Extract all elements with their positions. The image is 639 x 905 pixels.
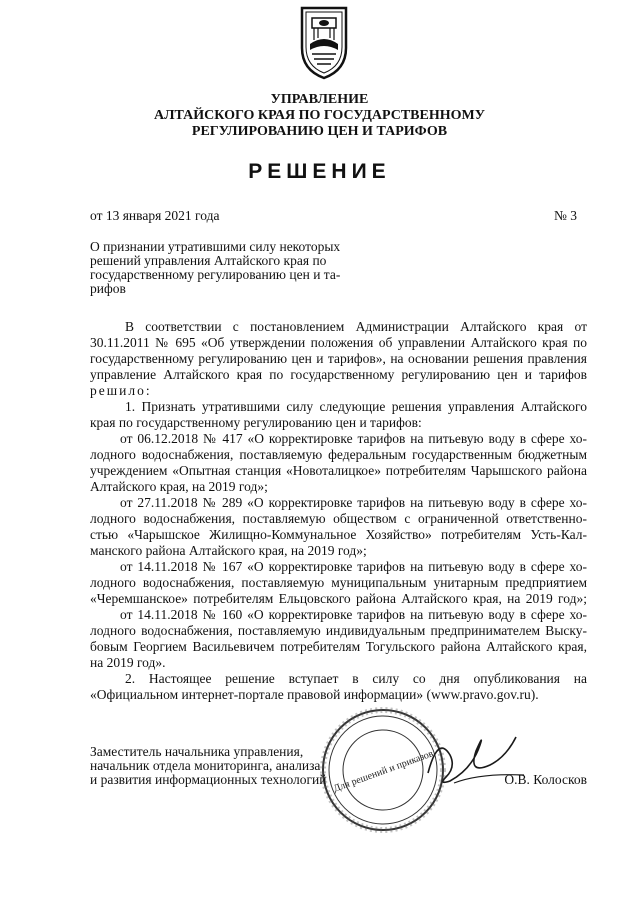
body-line: В соответствии с постановлением Администрации Алтайского края от xyxy=(125,319,587,334)
signatory-position xyxy=(90,745,327,787)
body-line: лодного водоснабжения, поставляемую федеральным государственным бюджетным xyxy=(90,447,587,462)
body-line: управление Алтайского края по государственному регулированию цен и тарифов xyxy=(90,367,587,382)
body-line: решило: xyxy=(90,383,152,398)
body-line: стью «Чарышское Жилищно-Коммунальное Хозяйство» потребителям Усть-Кал- xyxy=(90,527,587,542)
body-line: лодного водоснабжения, поставляемую индивидуальным предпринимателем Выску- xyxy=(90,623,587,638)
body-line: от 14.11.2018 № 160 «О корректировке тарифов на питьевую воду в сфере хо- xyxy=(120,607,587,622)
document-date: от 13 января 2021 года xyxy=(90,208,220,223)
subject-line: О признании утратившими силу некоторых xyxy=(90,239,341,254)
document-type: РЕШЕНИЕ xyxy=(248,160,391,183)
body-line: государственному регулированию цен и тарифов», на основании решения правления xyxy=(90,351,587,366)
coat-of-arms-icon xyxy=(296,4,352,82)
subject-line: государственному регулированию цен и та- xyxy=(90,267,341,282)
body-line: «Официальном интернет-портале правовой информации» (www.pravo.gov.ru). xyxy=(90,687,539,702)
stamp-text: Для решений и приказов xyxy=(332,748,435,795)
body-line: манского района Алтайского края, на 2019 год»; xyxy=(90,543,367,558)
body-line: от 27.11.2018 № 289 «О корректировке тарифов на питьевую воду в сфере хо- xyxy=(120,495,587,510)
body-line: лодного водоснабжения, поставляемую обществом с ограниченной ответственно- xyxy=(90,511,587,526)
position-line: начальник отдела мониторинга, анализа xyxy=(90,758,321,773)
body-line: «Черемшанское» потребителям Ельцовского района Алтайского края, на 2019 год»; xyxy=(90,591,587,606)
body-line: бовым Георгием Васильевичем потребителям Тогульского района Алтайского края, xyxy=(90,639,587,654)
org-line: АЛТАЙСКОГО КРАЯ ПО ГОСУДАРСТВЕННОМУ xyxy=(154,108,485,123)
body-line: 2. Настоящее решение вступает в силу со дня опубликования на xyxy=(125,671,587,686)
org-line: УПРАВЛЕНИЕ xyxy=(270,92,369,107)
body-line: края по государственному регулированию цен и тарифов: xyxy=(90,415,422,430)
position-line: Заместитель начальника управления, xyxy=(90,744,304,759)
document-number: № 3 xyxy=(553,208,577,223)
body-line: 1. Признать утратившими силу следующие решения управления Алтайского xyxy=(125,399,587,414)
body-line: от 14.11.2018 № 167 «О корректировке тарифов на питьевую воду в сфере хо- xyxy=(120,559,587,574)
subject-line: рифов xyxy=(90,281,126,296)
org-line: РЕГУЛИРОВАНИЮ ЦЕН И ТАРИФОВ xyxy=(191,124,448,139)
position-line: и развития информационных технологий xyxy=(90,772,327,787)
organization-name xyxy=(0,92,639,140)
signatory-name: О.В. Колосков xyxy=(504,772,587,787)
body-line: учреждением «Опытная станция «Новоталицкое» потребителям Чарышского района xyxy=(90,463,587,478)
body-line: от 06.12.2018 № 417 «О корректировке тарифов на питьевую воду в сфере хо- xyxy=(120,431,587,446)
document-subject xyxy=(90,240,360,296)
body-line: Алтайского края, на 2019 год»; xyxy=(90,479,268,494)
document-body xyxy=(90,319,587,703)
body-line: 30.11.2011 № 695 «Об утверждении положения об управлении Алтайского края по xyxy=(90,335,587,350)
subject-line: решений управления Алтайского края по xyxy=(90,253,327,268)
body-line: лодного водоснабжения, поставляемую муниципальным унитарным предприятием xyxy=(90,575,587,590)
body-line: на 2019 год». xyxy=(90,655,166,670)
